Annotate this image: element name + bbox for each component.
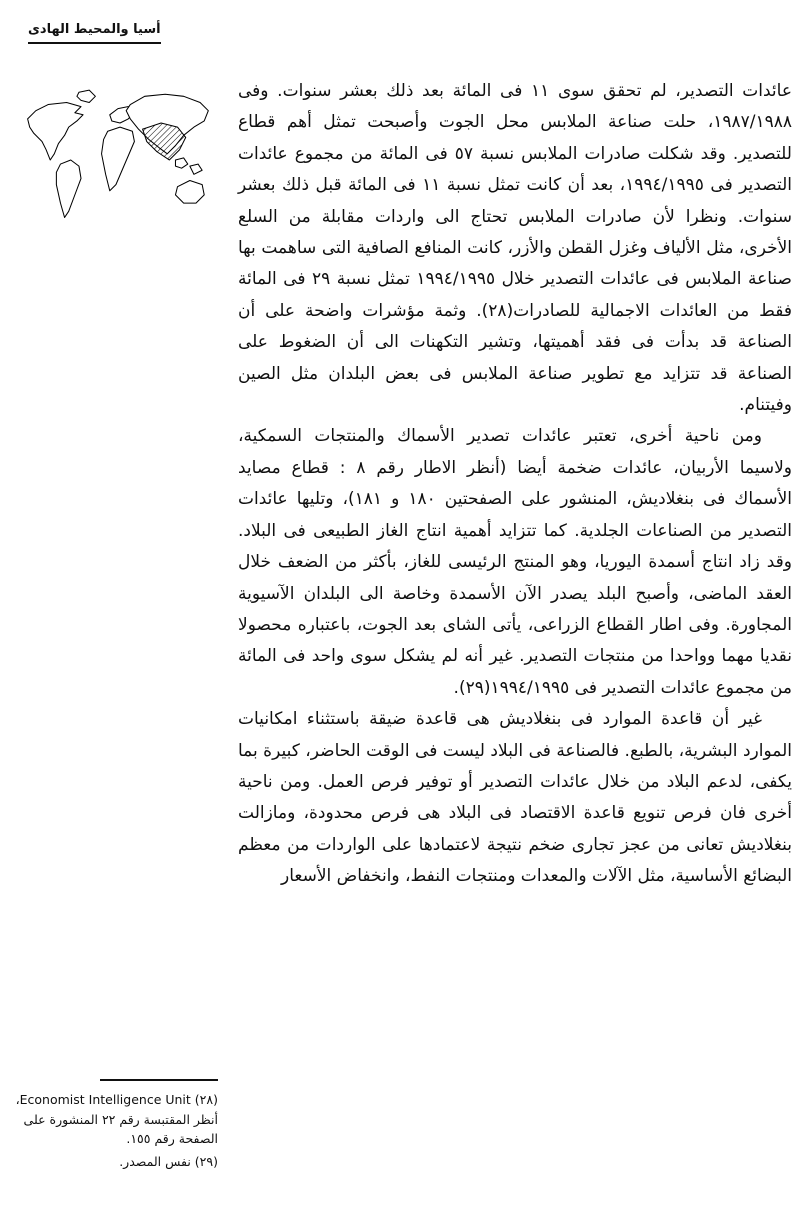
sea-island-outline-2 xyxy=(190,164,202,174)
australia-outline xyxy=(175,181,204,204)
body-text xyxy=(238,76,792,893)
paragraph-1: عائدات التصدير، لم تحقق سوى ١١ فى المائة بعد ذلك بعشر سنوات. وفى ١٩٨٧/١٩٨٨، حلت صناعة الملابس محل الجوت وأصبحت تمثل أهم قطاع للتصدير. وقد شكلت صادرات الملابس نسبة ٥٧ فى المائة من مجموع عائدات التصدير فى ١٩٩٤/١٩٩٥، بعد أن كانت تمثل نسبة ١١ فى المائة قبل ذلك بعشر سنوات. ونظرا لأن صادرات الملابس تحتاج الى واردات مقابلة من السلع الأخرى، مثل الألياف وغزل القطن والأزر، كانت المنافع الصافية التى ساهمت بها صناعة الملابس فى عائدات التصدير خلال ١٩٩٤/١٩٩٥ تمثل نسبة ٢٩ فى المائة فقط من العائدات الاجمالية للصادرات(٢٨). وثمة مؤشرات واضحة على أن الصناعة قد بدأت فى فقد أهميتها، وتشير التكهنات الى أن الضغوط على الصناعة قد تتزايد مع تطوير صناعة الملابس فى بعض البلدان مثل الصين وفيتنام. xyxy=(238,81,792,416)
south-america-outline xyxy=(56,160,81,217)
world-map xyxy=(20,84,218,238)
page-header: أسيا والمحيط الهادى xyxy=(28,22,161,44)
asia-highlight-region xyxy=(143,123,186,160)
sea-island-outline xyxy=(175,158,187,168)
north-america-outline xyxy=(28,102,83,159)
paragraph-2: ومن ناحية أخرى، تعتبر عائدات تصدير الأسماك والمنتجات السمكية، ولاسيما الأربيان، عائدات ضخمة أيضا (أنظر الاطار رقم ٨ : قطاع مصايد الأسماك فى بنغلاديش، المنشور على الصفحتين ١٨٠ و ١٨١)، وتليها عائدات التصدير من الصناعات الجلدية. كما تتزايد أهمية انتاج الغاز الطبيعى فى البلاد. وقد زاد انتاج أسمدة اليوريا، وهو المنتج الرئيسى للغاز، بأكثر من الضعف خلال العقد الماضى، وأصبح البلد يصدر الآن الأسمدة وخاصة الى البلدان الآسيوية المجاورة. وفى اطار القطاع الزراعى، يأتى الشاى بعد الجوت، باعتباره محصولا نقديا مهما وواحدا من منتجات التصدير. غير أنه لم يشكل سوى واحد فى المائة من مجموع عائدات التصدير فى ١٩٩٤/١٩٩٥(٢٩). xyxy=(238,426,792,698)
footnotes xyxy=(14,1090,218,1174)
footnote-28: (٢٨) Economist Intelligence Unit، أنظر المقتبسة رقم ٢٢ المنشورة على الصفحة رقم ١٥٥. xyxy=(15,1092,218,1146)
world-map-graphic xyxy=(20,84,218,238)
footnote-divider xyxy=(100,1079,218,1081)
footnote-29: (٢٩) نفس المصدر. xyxy=(119,1153,218,1169)
africa-outline xyxy=(102,127,135,191)
paragraph-3: غير أن قاعدة الموارد فى بنغلاديش هى قاعدة ضيقة باستثناء امكانيات الموارد البشرية، بالطبع. فالصناعة فى البلاد ليست فى الوقت الحاضر، كبيرة بما يكفى، لدعم البلاد من خلال عائدات التصدير أو توفير فرص العمل. ومن ناحية أخرى فان فرص تنويع قاعدة الاقتصاد فى البلاد هى فرص محدودة، ومازالت بنغلاديش تعانى من عجز تجارى ضخم نتيجة لاعتمادها على الواردات من معظم البضائع الأساسية، مثل الآلات والمعدات ومنتجات النفط، وانخفاض الأسعار xyxy=(238,709,792,887)
greenland-outline xyxy=(77,90,95,102)
